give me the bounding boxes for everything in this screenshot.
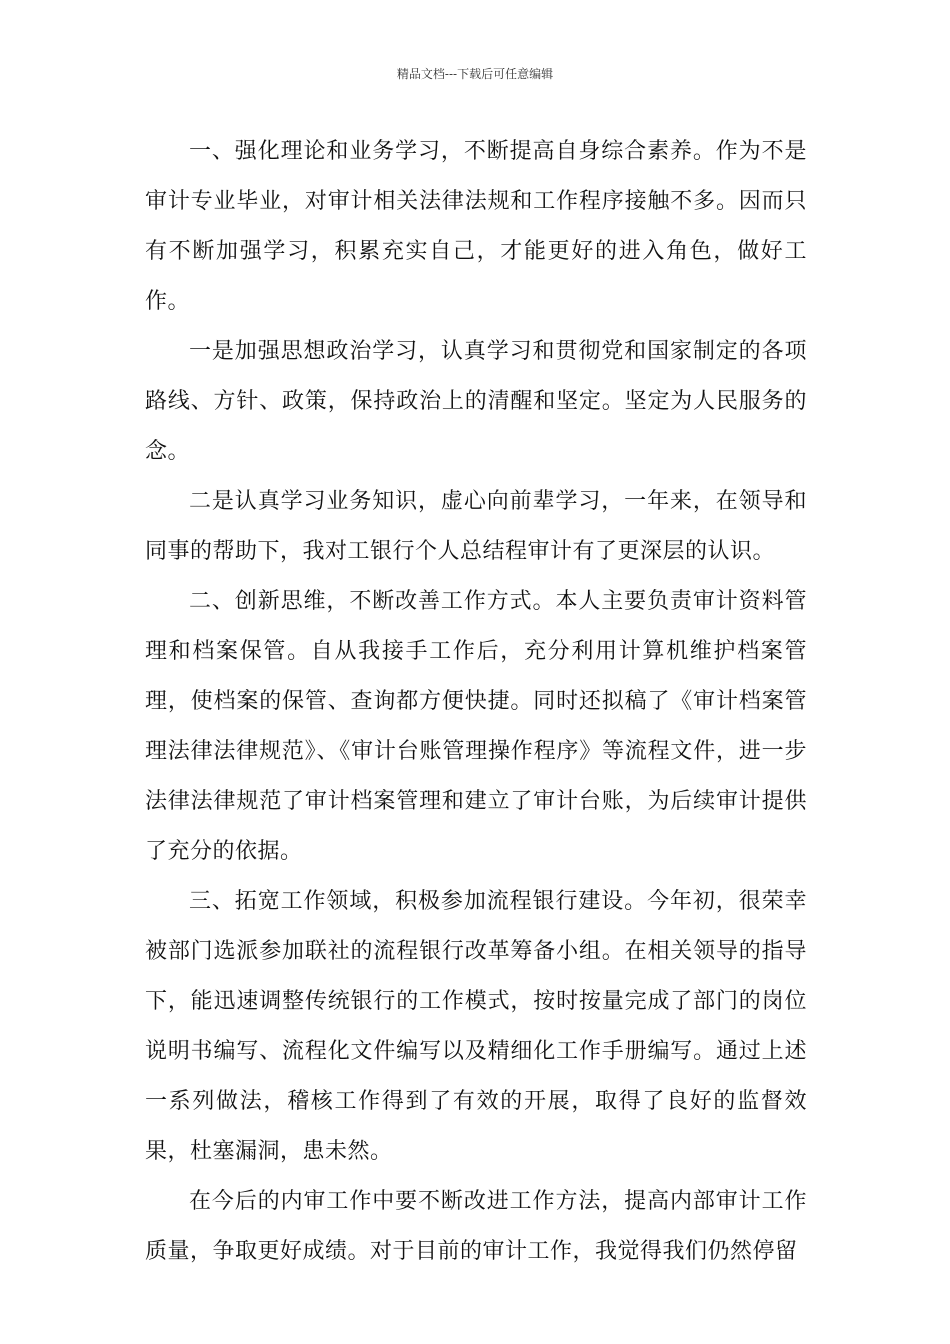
paragraph-expand-work: 三、拓宽工作领域，积极参加流程银行建设。今年初，很荣幸被部门选派参加联社的流程银行改革筹备小组。在相关领导的指导下，能迅速调整传统银行的工作模式，按时按量完成了部门的岗位说明书编写、流程化文件编写以及精细化工作手册编写。通过上述一系列做法，稽核工作得到了有效的开展，取得了良好的监督效果，杜塞漏洞，患未然。 xyxy=(145,889,807,1164)
document-body xyxy=(145,127,807,1277)
paragraph-future-work: 在今后的内审工作中要不断改进工作方法，提高内部审计工作质量，争取更好成绩。对于目前的审计工作，我觉得我们仍然停留 xyxy=(145,1189,807,1264)
paragraph-political-study: 一是加强思想政治学习，认真学习和贯彻党和国家制定的各项路线、方针、政策，保持政治上的清醒和坚定。坚定为人民服务的念。 xyxy=(145,339,807,464)
paragraph-business-study: 二是认真学习业务知识，虚心向前辈学习，一年来，在领导和同事的帮助下，我对工银行个人总结程审计有了更深层的认识。 xyxy=(145,489,807,564)
paragraph-study: 一、强化理论和业务学习，不断提高自身综合素养。作为不是审计专业毕业，对审计相关法律法规和工作程序接触不多。因而只有不断加强学习，积累充实自己，才能更好的进入角色，做好工作。 xyxy=(145,139,807,314)
paragraph-innovation: 二、创新思维，不断改善工作方式。本人主要负责审计资料管理和档案保管。自从我接手工作后，充分利用计算机维护档案管理，使档案的保管、查询都方便快捷。同时还拟稿了《审计档案管理法律法律规范》、《审计台账管理操作程序》等流程文件，进一步法律法律规范了审计档案管理和建立了审计台账，为后续审计提供了充分的依据。 xyxy=(145,589,807,864)
page-header: 精品文档---下载后可任意编辑 xyxy=(396,67,554,81)
